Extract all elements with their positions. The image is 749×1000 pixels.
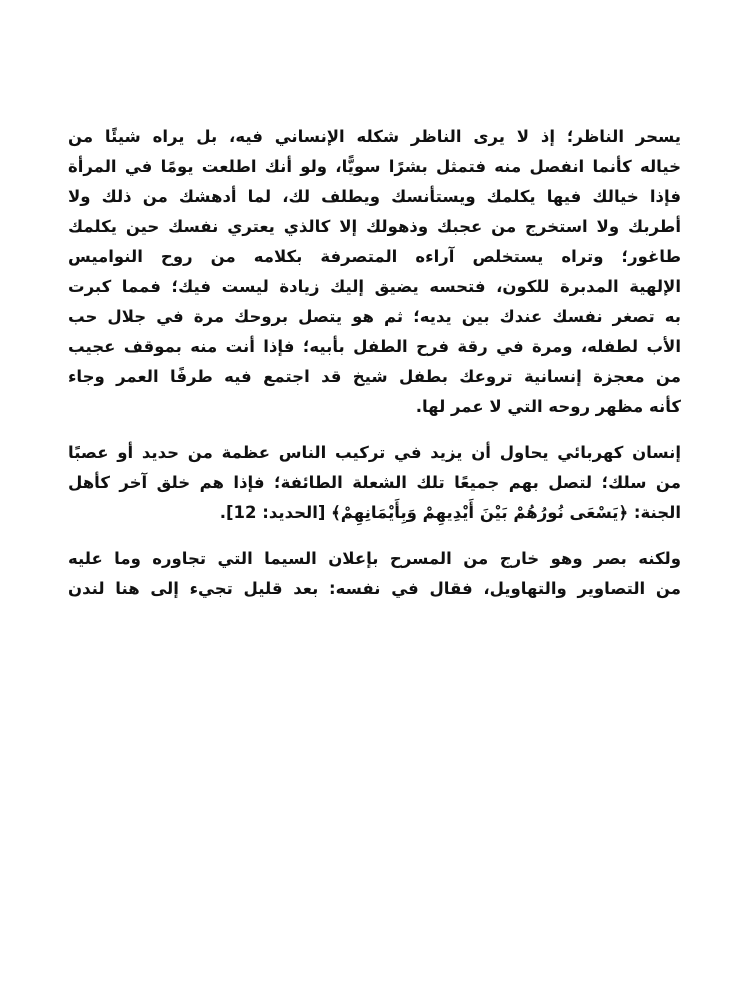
paragraph-1 xyxy=(68,122,681,422)
text-line: الأب لطفله، ومرة في رقة فرح الطفل بأبيه؛ فإذا أنت منه بموقف عجيب xyxy=(68,337,681,356)
text-line: فإذا خيالك فيها يكلمك ويستأنسك ويطلف لك، لما أدهشك من ذلك ولا xyxy=(68,187,681,206)
text-line: يسحر الناظر؛ إذ لا يرى الناظر شكله الإنساني فيه، بل يراه شيئًا من xyxy=(68,127,681,146)
text-line: طاغور؛ وتراه يستخلص آراءه المتصرفة بكلامه من روح النواميس xyxy=(68,247,681,266)
text-line: به تصغر نفسك عندك بين يديه؛ ثم هو يتصل بروحك مرة في جلال حب xyxy=(68,307,681,326)
text-line: الجنة: ﴿يَسْعَى نُورُهُمْ بَيْنَ أَيْدِيهِمْ وَبِأَيْمَانِهِمْ﴾ [الحديد: 12]. xyxy=(219,503,681,522)
text-line: الإلهية المدبرة للكون، فتحسه يضيق إليك زيادة ليست فيك؛ فمما كبرت xyxy=(68,277,681,296)
document-page xyxy=(68,122,681,620)
text-line: ولكنه بصر وهو خارج من المسرح بإعلان السيما التي تجاوره وما عليه xyxy=(68,549,681,568)
paragraph-3 xyxy=(68,544,681,604)
text-line: إنسان كهربائي يحاول أن يزيد في تركيب الناس عظمة من حديد أو عصبًا xyxy=(68,443,681,462)
text-line: من معجزة إنسانية تروعك بطفل شيخ قد اجتمع فيه طرفًا العمر وجاء xyxy=(68,367,681,386)
text-line: كأنه مظهر روحه التي لا عمر لها. xyxy=(415,397,681,416)
text-line: من التصاوير والتهاويل، فقال في نفسه: بعد قليل تجيء إلى هنا لندن xyxy=(68,579,681,598)
paragraph-2 xyxy=(68,438,681,528)
text-line: أطربك ولا استخرج من عجبك وذهولك إلا كالذي يعتري نفسك حين يكلمك xyxy=(68,217,681,236)
text-line: خياله كأنما انفصل منه فتمثل بشرًا سويًّا، ولو أنك اطلعت يومًا في المرأة xyxy=(68,157,681,176)
text-line: من سلك؛ لتصل بهم جميعًا تلك الشعلة الطائفة؛ فإذا هم خلق آخر كأهل xyxy=(68,473,681,492)
